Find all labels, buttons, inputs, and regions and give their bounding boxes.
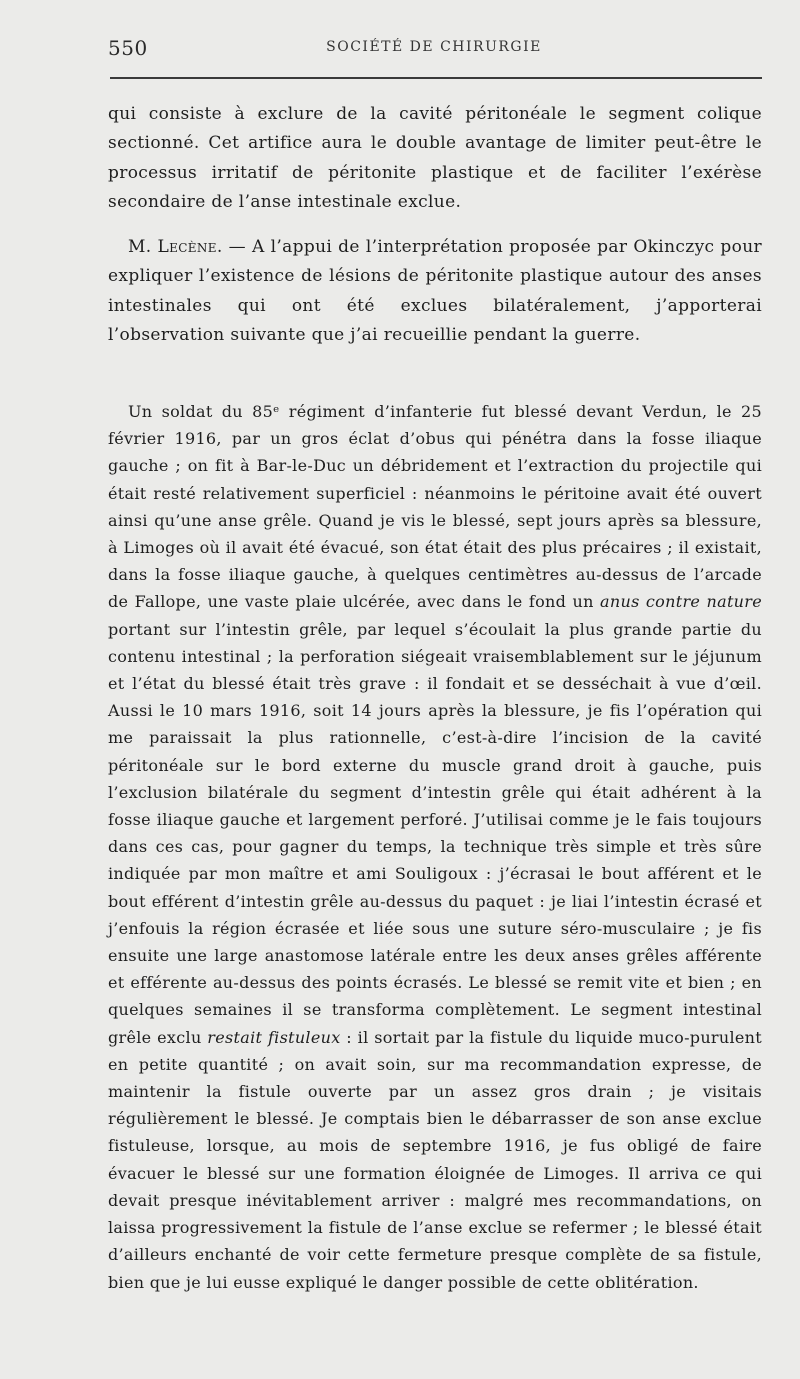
speaker-name: M. Lecène.	[128, 237, 223, 257]
header-rule	[110, 77, 762, 79]
paragraph-continuation: qui consiste à exclure de la cavité péritonéale le segment colique sectionné. Cet artifice aura le double avantage de limiter peut-être le processus irritatif de péritonite plastique et de faciliter l’exérèse secondaire de l’anse intestinale exclue.	[108, 104, 762, 213]
running-head: SOCIÉTÉ DE CHIRURGIE	[326, 39, 542, 55]
italic-term-restait-fistuleux: restait fistuleux	[207, 1027, 341, 1047]
page-header	[108, 36, 760, 66]
paragraph-case-report	[108, 398, 762, 1296]
paragraph-text: — A l’appui de l’interprétation proposée par Okinczyc pour expliquer l’existence de lésions de péritonite plastique autour des anses intestinales qui ont été exclues bilatéralement, j’apporterai l’observation suivante que j’ai recueillie pendant la guerre.	[108, 237, 762, 346]
page-number: 550	[108, 36, 148, 60]
italic-term-anus-contre-nature: anus contre nature	[600, 592, 762, 612]
case-text-part-2: portant sur l’intestin grêle, par lequel s’écoulait la plus grande partie du contenu intestinal ; la perforation siégeait vraisemblablement sur le jéjunum et l’état du blessé était très grave : il fondait et se desséchait à vue d’œil. Aussi le 10 mars 1916, soit 14 jours après la blessure, je fis l’opération qui me paraissait la plus rationnelle, c’est-à-dire l’incision de la cavité péritonéale sur le bord externe du muscle grand droit à gauche, puis l’exclusion bilatérale du segment d’intestin grêle qui était adhérent à la fosse iliaque gauche et largement perforé. J’utilisai comme je le fais toujours dans ces cas, pour gagner du temps, la technique très simple et très sûre indiquée par mon maître et ami Souligoux : j’écrasai le bout afférent et le bout efférent d’intestin grêle au-dessus du paquet : je liai l’intestin écrasé et j’enfouis la région écrasée et liée sous une suture séro-musculaire ; je fis ensuite une large anastomose latérale entre les deux anses grêles afférente et efférente au-dessus des points écrasés. Le blessé se remit vite et bien ; en quelques semaines il se transforma complètement. Le segment intestinal grêle exclu	[108, 619, 762, 1047]
paragraph-lecene-intro	[108, 233, 762, 351]
case-text-part-1: Un soldat du 85ᵉ régiment d’infanterie fut blessé devant Verdun, le 25 février 1916, par un gros éclat d’obus qui pénétra dans la fosse iliaque gauche ; on fit à Bar-le-Duc un débridement et l’extraction du projectile qui était resté relativement superficiel : néanmoins le péritoine avait été ouvert ainsi qu’une anse grêle. Quand je vis le blessé, sept jours après sa blessure, à Limoges où il avait été évacué, son état était des plus précaires ; il existait, dans la fosse iliaque gauche, à quelques centimètres au-dessus de l’arcade de Fallope, une vaste plaie ulcérée, avec dans le fond un	[108, 402, 762, 612]
case-text-part-3: : il sortait par la fistule du liquide muco-purulent en petite quantité ; on avait soin, sur ma recommandation expresse, de maintenir la fistule ouverte par un assez gros drain ; je visitais régulièrement le blessé. Je comptais bien le débarrasser de son anse exclue fistuleuse, lorsque, au mois de septembre 1916, je fus obligé de faire évacuer le blessé sur une formation éloignée de Limoges. Il arriva ce qui devait presque inévitablement arriver : malgré mes recommandations, on laissa progressivement la fistule de l’anse exclue se refermer ; le blessé était d’ailleurs enchanté de voir cette fermeture presque complète de sa fistule, bien que je lui eusse expliqué le danger possible de cette oblitération.	[108, 1027, 762, 1292]
